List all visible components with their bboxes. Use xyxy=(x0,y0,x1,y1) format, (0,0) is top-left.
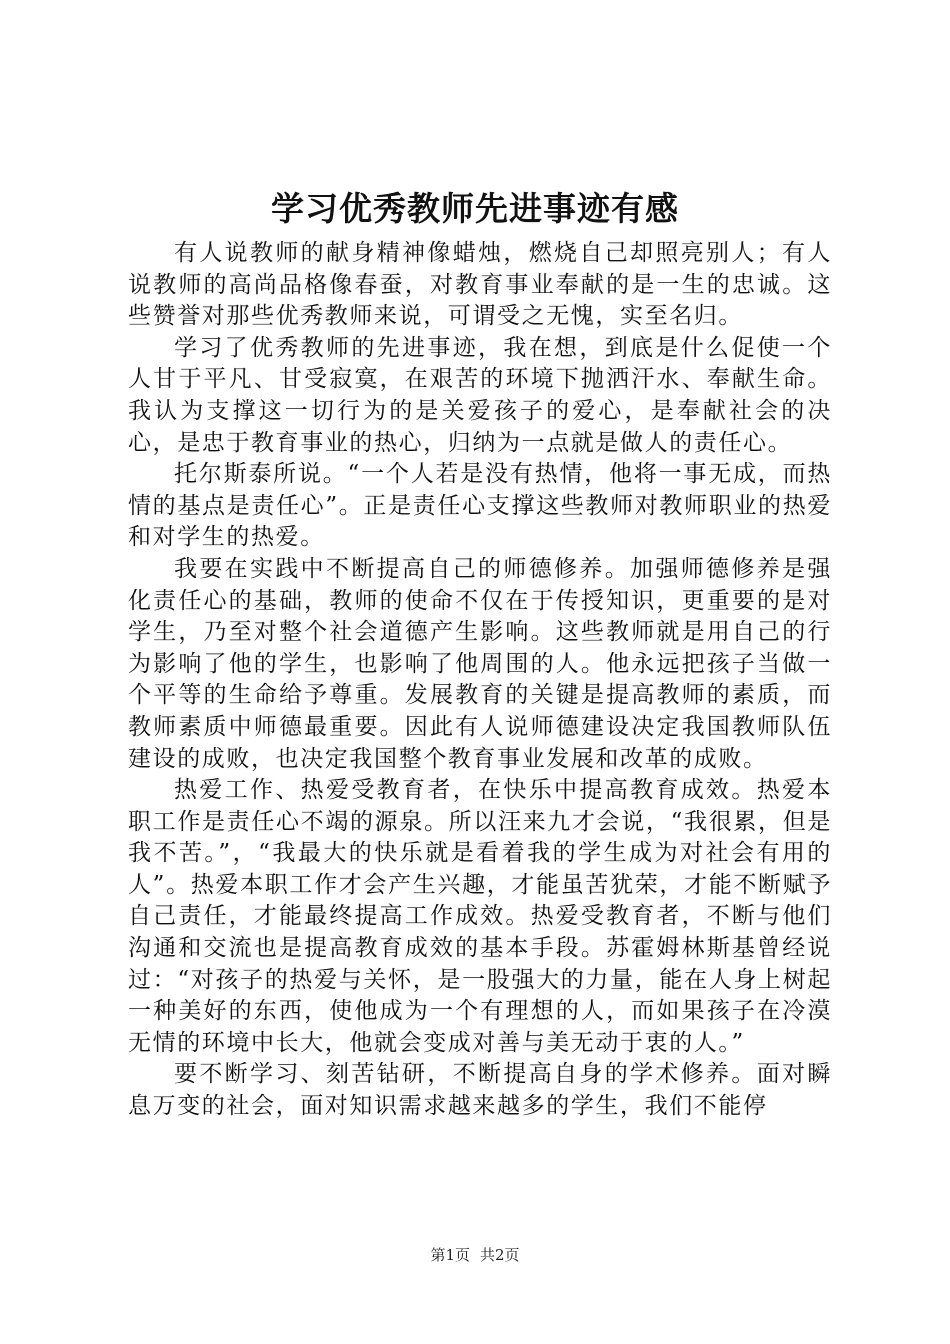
paragraph-2: 学习了优秀教师的先进事迹，我在想，到底是什么促使一个人甘于平凡、甘受寂寞，在艰苦的环境下抛洒汗水、奉献生命。我认为支撑这一切行为的是关爱孩子的爱心，是奉献社会的决心，是忠于教育事业的热心，归纳为一点就是做人的责任心。 xyxy=(128,334,832,456)
page-number: 第1页 xyxy=(430,1246,470,1264)
paragraph-4: 我要在实践中不断提高自己的师德修养。加强师德修养是强化责任心的基础，教师的使命不仅在于传授知识，更重要的是对学生，乃至对整个社会道德产生影响。这些教师就是用自己的行为影响了他的学生，也影响了他周围的人。他永远把孩子当做一个平等的生命给予尊重。发展教育的关键是提高教师的素质，而教师素质中师德最重要。因此有人说师德建设决定我国教师队伍建设的成败，也决定我国整个教育事业发展和改革的成败。 xyxy=(128,555,832,772)
paragraph-1: 有人说教师的献身精神像蜡烛，燃烧自己却照亮别人；有人说教师的高尚品格像春蚕，对教育事业奉献的是一生的忠诚。这些赞誉对那些优秀教师来说，可谓受之无愧，实至名归。 xyxy=(128,240,832,330)
document-body xyxy=(128,238,832,1123)
paragraph-5: 热爱工作、热爱受教育者，在快乐中提高教育成效。热爱本职工作是责任心不竭的源泉。所以汪来九才会说，“我很累，但是我不苦。”，“我最大的快乐就是看着我的学生成为对社会有用的人”。热爱本职工作才会产生兴趣，才能虽苦犹荣，才能不断赋予自己责任，才能最终提高工作成效。热爱受教育者，不断与他们沟通和交流也是提高教育成效的基本手段。苏霍姆林斯基曾经说过：“对孩子的热爱与关怀，是一股强大的力量，能在人身上树起一种美好的东西，使他成为一个有理想的人，而如果孩子在冷漠无情的环境中长大，他就会变成对善与美无动于衷的人。” xyxy=(128,777,832,1056)
paragraph-3: 托尔斯泰所说。“一个人若是没有热情，他将一事无成，而热情的基点是责任心”。正是责任心支撑这些教师对教师职业的热爱和对学生的热爱。 xyxy=(128,461,832,551)
document-title: 学习优秀教师先进事迹有感 xyxy=(271,189,679,228)
page-total: 共2页 xyxy=(480,1246,520,1264)
page-footer xyxy=(0,1244,950,1266)
paragraph-6: 要不断学习、刻苦钻研，不断提高自身的学术修养。面对瞬息万变的社会，面对知识需求越来越多的学生，我们不能停 xyxy=(128,1061,832,1120)
